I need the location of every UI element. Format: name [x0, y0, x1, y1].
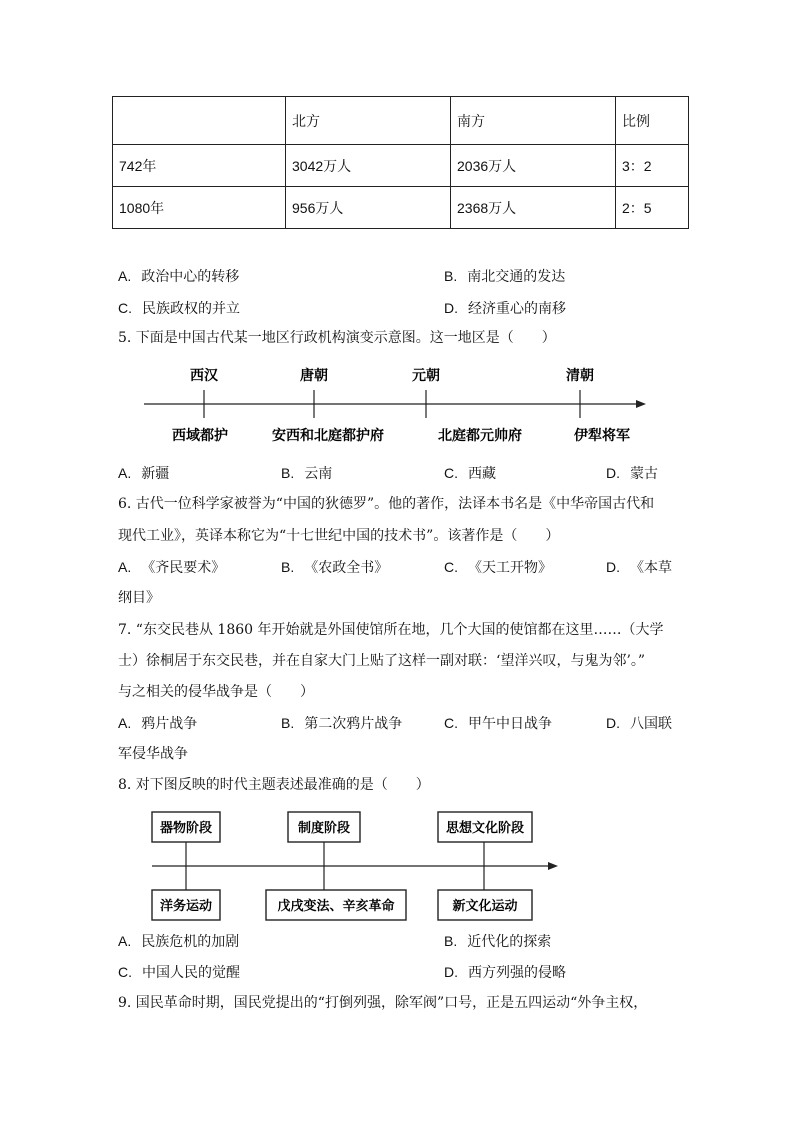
- q4-option-b: [444, 266, 565, 287]
- option-text: 西方列强的侵略: [468, 965, 566, 981]
- table-row: [113, 187, 689, 229]
- option-label: C.: [118, 300, 132, 316]
- event-label: 新文化运动: [452, 899, 518, 914]
- option-label: A.: [118, 933, 132, 949]
- q8-stage-diagram: [148, 806, 568, 926]
- q6-option-a: [118, 557, 225, 578]
- q6-option-d-continuation: 纲目》: [118, 590, 160, 606]
- table-header-cell: 北方: [286, 97, 451, 145]
- q7-stem-line-3: 与之相关的侵华战争是（ ）: [118, 684, 314, 700]
- timeline-arrow: [636, 400, 646, 408]
- option-label: C.: [118, 964, 132, 980]
- option-label: B.: [444, 933, 458, 949]
- timeline-institution: 北庭都元帅府: [438, 428, 522, 444]
- option-text: 西藏: [468, 466, 496, 482]
- option-label: A.: [118, 559, 132, 575]
- q6-stem-line-2: 现代工业》，英译本称它为“十七世纪中国的技术书”。该著作是（ ）: [118, 528, 560, 544]
- table-cell: 3042万人: [286, 145, 451, 187]
- table-cell: 742年: [113, 145, 286, 187]
- option-text: 甲午中日战争: [468, 716, 552, 732]
- table-cell: 2036万人: [451, 145, 616, 187]
- q6-option-d: [606, 557, 672, 578]
- option-text: 经济重心的南移: [468, 301, 566, 317]
- option-label: C.: [444, 715, 458, 731]
- option-label: D.: [444, 964, 458, 980]
- q7-option-b: [281, 713, 402, 734]
- timeline-era: 元朝: [412, 368, 440, 384]
- option-label: D.: [606, 465, 620, 481]
- timeline-era: 唐朝: [300, 368, 328, 384]
- q5-timeline-diagram: [140, 360, 660, 450]
- option-text: 南北交通的发达: [467, 269, 566, 285]
- q7-option-d-continuation: 军侵华战争: [118, 746, 188, 762]
- q6-option-b: [281, 557, 388, 578]
- q7-stem-line-1: 7. “东交民巷从 1860 年开始就是外国使馆所在地，几个大国的使馆都在这里……（大学: [118, 622, 664, 638]
- option-label: D.: [444, 300, 458, 316]
- option-text: 近代化的探索: [467, 934, 552, 950]
- table-cell: 956万人: [286, 187, 451, 229]
- table-header-row: [113, 97, 689, 145]
- timeline-institution: 伊犁将军: [574, 428, 630, 444]
- option-text: 民族政权的并立: [142, 301, 240, 317]
- timeline-institution: 安西和北庭都护府: [272, 428, 384, 444]
- option-label: D.: [606, 559, 620, 575]
- stage-label: 思想文化阶段: [445, 821, 525, 836]
- q8-option-c: [118, 962, 240, 983]
- option-text: 蒙古: [630, 466, 658, 482]
- option-text: 第二次鸦片战争: [304, 716, 403, 732]
- q9-stem-line-1: 9. 国民革命时期，国民党提出的“打倒列强，除军阀”口号，正是五四运动“外争主权，: [118, 995, 648, 1011]
- option-label: B.: [281, 715, 295, 731]
- event-label: 戊戌变法、辛亥革命: [277, 899, 395, 914]
- option-label: B.: [444, 268, 458, 284]
- stage-label: 器物阶段: [159, 821, 213, 836]
- option-text: 八国联: [630, 716, 672, 732]
- q6-option-c: [444, 557, 552, 578]
- q5-option-c: [444, 463, 496, 484]
- table-cell: 2：5: [616, 187, 689, 229]
- stage-label: 制度阶段: [297, 821, 351, 836]
- q5-stem: 5. 下面是中国古代某一地区行政机构演变示意图。这一地区是（ ）: [118, 330, 556, 346]
- option-label: C.: [444, 559, 458, 575]
- q8-option-d: [444, 962, 566, 983]
- option-text: 云南: [304, 466, 333, 482]
- q4-option-a: [118, 266, 239, 287]
- option-text: 《本草: [630, 560, 672, 576]
- q7-stem-line-2: 士）徐桐居于东交民巷，并在自家大门上贴了这样一副对联：‘望洋兴叹，与鬼为邻’。”: [118, 653, 646, 669]
- q4-option-d: [444, 298, 566, 319]
- option-label: A.: [118, 715, 132, 731]
- table-header-cell: [113, 97, 286, 145]
- option-text: 政治中心的转移: [141, 269, 240, 285]
- table-cell: 2368万人: [451, 187, 616, 229]
- option-label: D.: [606, 715, 620, 731]
- table-cell: 1080年: [113, 187, 286, 229]
- option-label: A.: [118, 268, 132, 284]
- diagram-arrow: [548, 862, 558, 870]
- table-cell: 3：2: [616, 145, 689, 187]
- option-text: 《农政全书》: [304, 560, 389, 576]
- option-text: 鸦片战争: [141, 716, 198, 732]
- table-row: [113, 145, 689, 187]
- option-label: C.: [444, 465, 458, 481]
- table-header-cell: 南方: [451, 97, 616, 145]
- q5-option-d: [606, 463, 658, 484]
- table-header-cell: 比例: [616, 97, 689, 145]
- option-label: B.: [281, 559, 295, 575]
- q4-option-c: [118, 298, 240, 319]
- q8-stem: 8. 对下图反映的时代主题表述最准确的是（ ）: [118, 777, 430, 793]
- timeline-era: 清朝: [566, 368, 594, 384]
- q7-option-d: [606, 713, 672, 734]
- option-text: 中国人民的觉醒: [142, 965, 240, 981]
- q5-option-b: [281, 463, 332, 484]
- q7-option-a: [118, 713, 197, 734]
- option-text: 《天工开物》: [468, 560, 552, 576]
- q8-option-b: [444, 931, 551, 952]
- timeline-institution: 西域都护: [172, 428, 228, 444]
- q7-option-c: [444, 713, 552, 734]
- q8-option-a: [118, 931, 239, 952]
- option-text: 新疆: [141, 466, 170, 482]
- event-label: 洋务运动: [159, 899, 213, 914]
- q5-option-a: [118, 463, 169, 484]
- population-table: [112, 96, 689, 229]
- option-text: 《齐民要术》: [141, 560, 226, 576]
- timeline-era: 西汉: [190, 368, 218, 384]
- option-label: A.: [118, 465, 132, 481]
- option-label: B.: [281, 465, 295, 481]
- option-text: 民族危机的加剧: [141, 934, 240, 950]
- q6-stem-line-1: 6. 古代一位科学家被誉为“中国的狄德罗”。他的著作，法译本书名是《中华帝国古代和: [118, 496, 655, 512]
